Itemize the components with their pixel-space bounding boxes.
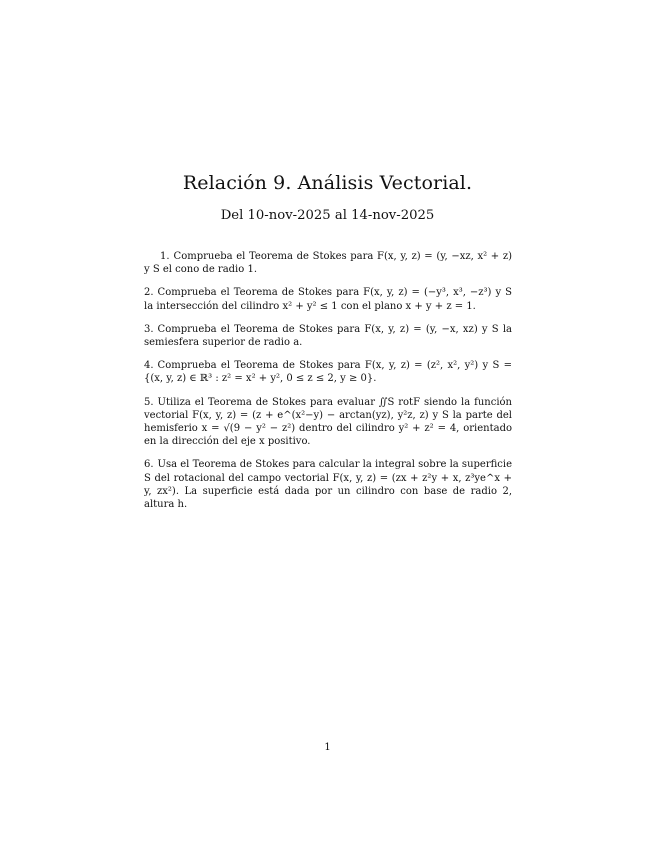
problem-text: Comprueba el Teorema de Stokes para F(x, y, z) = (−y³, x³, −z³) y S la intersección del cilindro x² + y² ≤ 1 con el plano x + y + z = 1. (144, 287, 512, 312)
problem-number: 6. (144, 459, 154, 471)
problem-item (144, 286, 512, 312)
problem-text: Comprueba el Teorema de Stokes para F(x, y, z) = (y, −xz, x² + z) y S el cono de radio 1. (144, 251, 512, 276)
page-number: 1 (324, 742, 331, 753)
problem-text: Usa el Teorema de Stokes para calcular la integral sobre la superficie S del rotacional del campo vectorial F(x, y, z) = (zx + z²y + x, z³ye^x + y, zx²). La superficie está dada por un cilindro con base de radio 2, altura h. (144, 459, 512, 511)
problem-number: 5. (144, 396, 154, 408)
problem-item (144, 250, 512, 276)
document-title: Relación 9. Análisis Vectorial. (182, 172, 473, 194)
problem-item (144, 458, 512, 511)
problem-number: 1. (160, 251, 170, 262)
problem-number: 3. (144, 323, 154, 335)
problem-number: 2. (144, 287, 154, 299)
problem-list (144, 250, 512, 521)
problem-item (144, 323, 512, 349)
problem-number: 4. (144, 360, 154, 372)
problem-text: Comprueba el Teorema de Stokes para F(x, y, z) = (y, −x, xz) y S la semiesfera superior de radio a. (144, 323, 512, 349)
problem-item (144, 359, 512, 385)
document-subtitle: Del 10-nov-2025 al 14-nov-2025 (220, 208, 435, 223)
problem-text: Comprueba el Teorema de Stokes para F(x, y, z) = (z², x², y²) y S = {(x, y, z) ∈ ℝ³ : z² = x² + y², 0 ≤ z ≤ 2, y ≥ 0}. (144, 360, 512, 385)
problem-text: Utiliza el Teorema de Stokes para evaluar ∬S rotF siendo la función vectorial F(x, y, z) = (z + e^(x²−y) − arctan(yz), y²z, z) y S la parte del hemisferio x = √(9 − y² − z²) dentro del cilindro y² + z² = 4, orientado en la dirección del eje x positivo. (144, 396, 512, 448)
problem-item (144, 396, 512, 449)
